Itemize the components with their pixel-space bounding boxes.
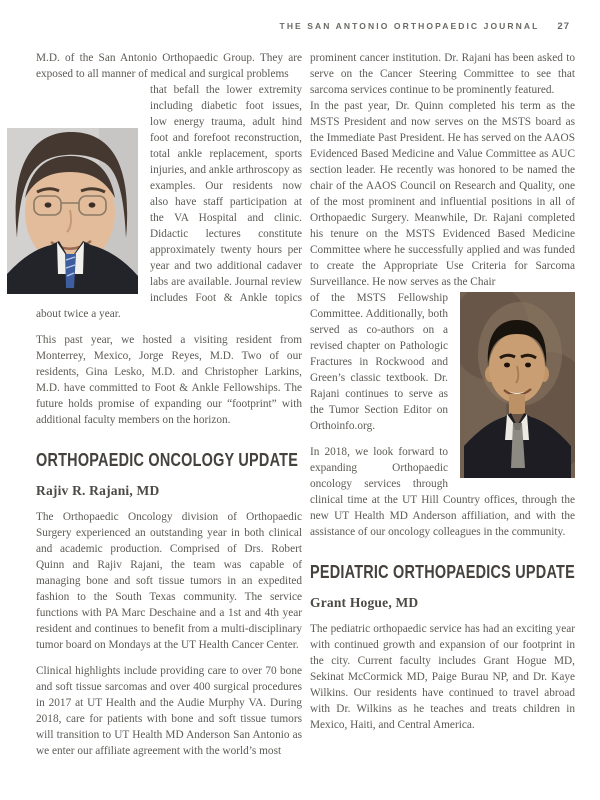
paragraph-quinn-rajani-roles: In the past year, Dr. Quinn completed his term as the MSTS President and now serves on the MSTS board as the Immediate Past President. He has served on the AAOS Evidenced Based Medicine and Value Committee as AUC section leader. He recently was honored to be named the chair of the AAOS Council on Research and Quality, one of the most prominent and influential positions in all of Orthopaedic Surgery. Meanwhile, Dr. Rajani completed his tenure on the MSTS Evidenced Based Medicine Committee where he successfully applied and was funded to create the Appropriate Use Criteria for Sarcoma Surveillance. He now serves as the Chair <box>310 100 575 288</box>
author-byline-rajani: Rajiv R. Rajani, MD <box>36 483 160 498</box>
faculty-portrait-photo-1 <box>7 128 138 294</box>
paragraph-fellowship-committee: of the MSTS Fellowship Committee. Additionally, both served as co-authors on a revised chapter on Pathologic Fractures in Rockwood and Green’s classic textbook. Dr. Rajani continues to serve as the Tumor Section Editor on Orthoinfo.org. <box>310 292 448 432</box>
faculty-portrait-photo-2 <box>460 292 575 478</box>
left-column <box>36 50 302 769</box>
paragraph-pediatric-service: The pediatric orthopaedic service has had an exciting year with continued growth and expansion of our footprint in the city. Current faculty includes Grant Hogue MD, Sekinat McCormick MD, Paige Burau NP, and Dr. Kaye Wilkins. Our residents have continued to travel abroad with Dr. Wilkins as he teaches and treats children in Mexico, Haiti, and Central America. <box>310 623 575 731</box>
page-number: 27 <box>557 21 570 32</box>
paragraph-2018-outlook: In 2018, we look forward to expanding Orthopaedic oncology services through clinical time at the UT Hill Country offices, through the new UT Health MD Anderson affiliation, and with the assistance of our oncology colleagues in the community. <box>310 446 575 538</box>
paragraph-visiting-resident: This past year, we hosted a visiting resident from Monterrey, Mexico, Jorge Reyes, M.D. Two of our residents, Gina Lesko, M.D. and Christopher Larkins, M.D. have committed to Foot & Ankle Fellowships. The future holds promise of expanding our “footprint” with additional faculty members on the horizon. <box>36 334 302 426</box>
portrait-man-glasses-illustration <box>7 128 138 294</box>
right-column <box>310 50 575 743</box>
paragraph-oncology-division: The Orthopaedic Oncology division of Orthopaedic Surgery experienced an outstanding year in both clinical and academic production. Comprised of Drs. Robert Quinn and Rajiv Rajani, the team was capable of managing bone and soft tissue tumors in an expedited fashion to the South Texas community. The service functions with PA Marc Deschaine and a 1st and 4th year resident and continues to benefit from a multi-disciplinary tumor board on Mondays at the UT Health Cancer Center. <box>36 511 302 651</box>
paragraph-foot-ankle-wrap: that befall the lower extremity including diabetic foot issues, low energy trauma, adult hind foot and forefoot reconstruction, total ankle replacement, sports injuries, and ankle arthroscopy as examples. Our residents now also have staff participation at the VA Hospital and clinic. Didactic lectures constitute approximately twenty hours per year and two additional cadaver labs are available. Journal review includes Foot & Ankle topics about twice a year. <box>36 84 302 320</box>
author-byline-hogue: Grant Hogue, MD <box>310 595 419 610</box>
paragraph-foot-ankle-intro: M.D. of the San Antonio Orthopaedic Group. They are exposed to all manner of medical and surgical problems <box>36 52 302 80</box>
paragraph-clinical-highlights: Clinical highlights include providing care to over 70 bone and soft tissue sarcomas and over 400 surgical procedures in 2017 at UT Health and the Audie Murphy VA. During 2018, care for patients with bone and soft tissue tumors will transition to UT Health MD Anderson San Antonio as we enter our affiliate agreement with the world’s most <box>36 665 302 757</box>
rajani-photo-block <box>310 290 575 540</box>
paragraph-cancer-institution: prominent cancer institution. Dr. Rajani has been asked to serve on the Cancer Steering Committee to see that sarcoma services continue to be prominently featured. <box>310 52 575 96</box>
journal-title: THE SAN ANTONIO ORTHOPAEDIC JOURNAL <box>279 21 540 31</box>
page-header <box>280 21 570 32</box>
section-heading-pediatric-orthopaedics: PEDIATRIC ORTHOPAEDICS UPDATE <box>310 561 575 582</box>
portrait-man-dark-hair-illustration <box>460 292 575 478</box>
foot-ankle-photo-block <box>36 82 302 322</box>
section-heading-orthopaedic-oncology: ORTHOPAEDIC ONCOLOGY UPDATE <box>36 449 299 470</box>
